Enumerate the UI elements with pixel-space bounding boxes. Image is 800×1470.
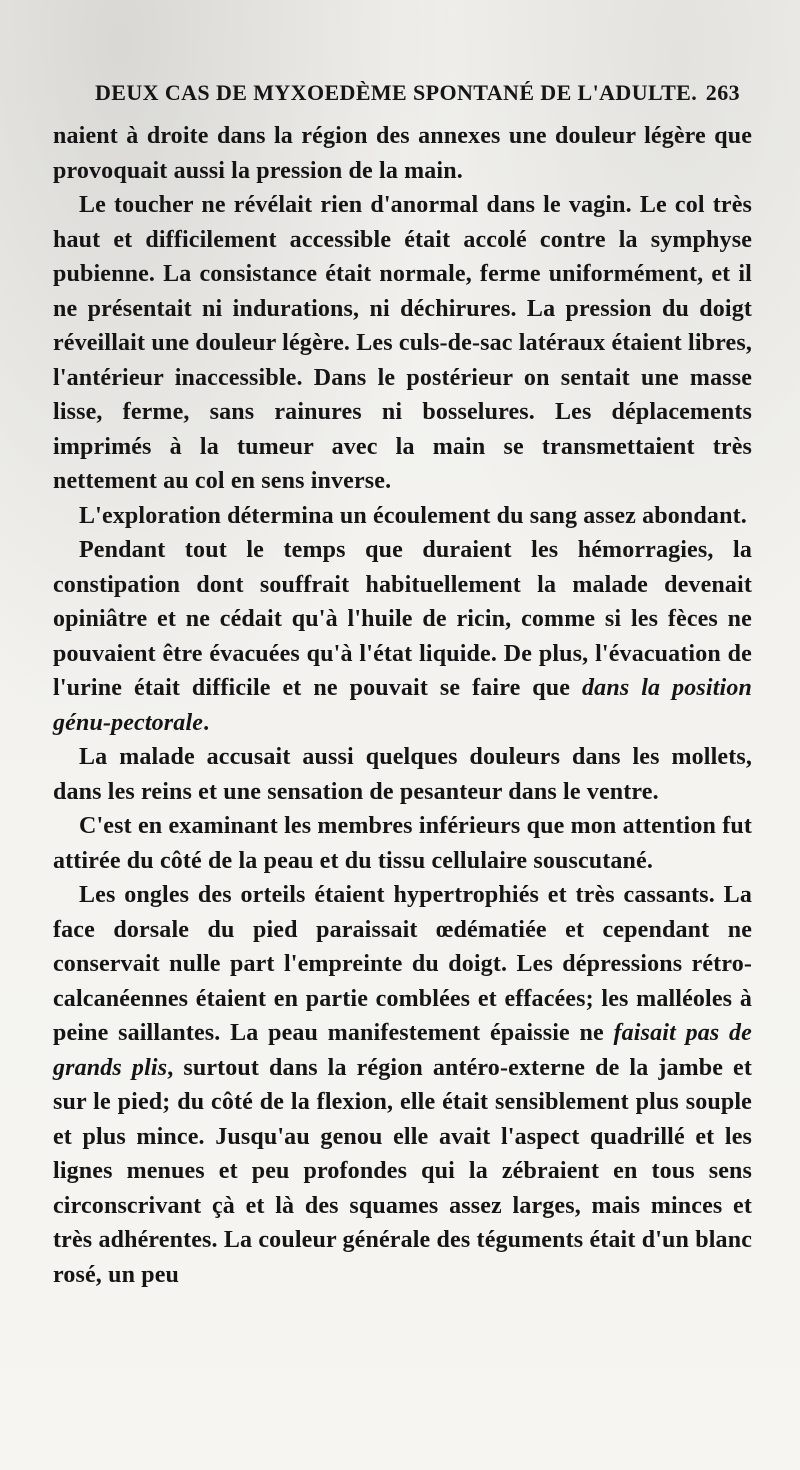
paragraph: [53, 533, 752, 740]
paragraph-text: La malade accusait aussi quelques douleurs dans les mollets, dans les reins et une sensation de pesanteur dans le ventre.: [53, 744, 752, 805]
paragraph: [53, 809, 752, 878]
paragraph-text: C'est en examinant les membres inférieurs que mon attention fut attirée du côté de la peau et du tissu cellulaire souscutané.: [53, 813, 752, 874]
running-head: [95, 80, 740, 112]
paragraph: [53, 499, 752, 534]
paragraph-text: Pendant tout le temps que duraient les hémorragies, la constipation dont souffrait habituellement la malade devenait opiniâtre et ne cédait qu'à l'huile de ricin, comme si les fèces ne pouvaient être évacuées qu'à l'état liquide. De plus, l'évacuation de l'urine était difficile et ne pouvait se faire que: [53, 537, 752, 701]
paragraph: [53, 740, 752, 809]
paragraph: [53, 119, 752, 188]
paragraph-text-after: .: [203, 709, 210, 736]
paragraph: [53, 188, 752, 499]
running-head-title: DEUX CAS DE MYXOEDÈME SPONTANÉ DE L'ADULTE.: [95, 80, 698, 105]
italic-phrase: faisait pas de grands plis: [53, 1020, 752, 1081]
paragraph-text-after: , surtout dans la région antéro-externe de la jambe et sur le pied; du côté de la flexion, elle était sensiblement plus souple et plus mince. Jusqu'au genou elle avait l'aspect quadrillé et les lignes menues et peu profondes qui la zébraient en tous sens circonscrivant çà et là des squames assez larges, mais minces et très adhérentes. La couleur générale des téguments était d'un blanc rosé, un peu: [53, 1054, 752, 1288]
body-text: [53, 119, 752, 1292]
paragraph-text: L'exploration détermina un écoulement du sang assez abondant.: [79, 502, 747, 529]
page-number: 263: [705, 80, 740, 105]
italic-phrase: dans la position génu-pectorale: [53, 675, 753, 736]
paragraph: [53, 878, 752, 1292]
paragraph-text: Les ongles des orteils étaient hypertrophiés et très cassants. La face dorsale du pied paraissait œdématiée et cependant ne conservait nulle part l'empreinte du doigt. Les dépressions rétro-calcanéennes étaient en partie comblées et effacées; les malléoles à peine saillantes. La peau manifestement épaissie ne: [53, 882, 752, 1046]
paragraph-text: naient à droite dans la région des annexes une douleur légère que provoquait aussi la pression de la main.: [53, 123, 752, 184]
paragraph-text: Le toucher ne révélait rien d'anormal dans le vagin. Le col très haut et difficilement accessible était accolé contre la symphyse pubienne. La consistance était normale, ferme uniformément, et il ne présentait ni indurations, ni déchirures. La pression du doigt réveillait une douleur légère. Les culs-de-sac latéraux étaient libres, l'antérieur inaccessible. Dans le postérieur on sentait une masse lisse, ferme, sans rainures ni bosselures. Les déplacements imprimés à la tumeur avec la main se transmettaient très nettement au col en sens inverse.: [53, 192, 752, 494]
